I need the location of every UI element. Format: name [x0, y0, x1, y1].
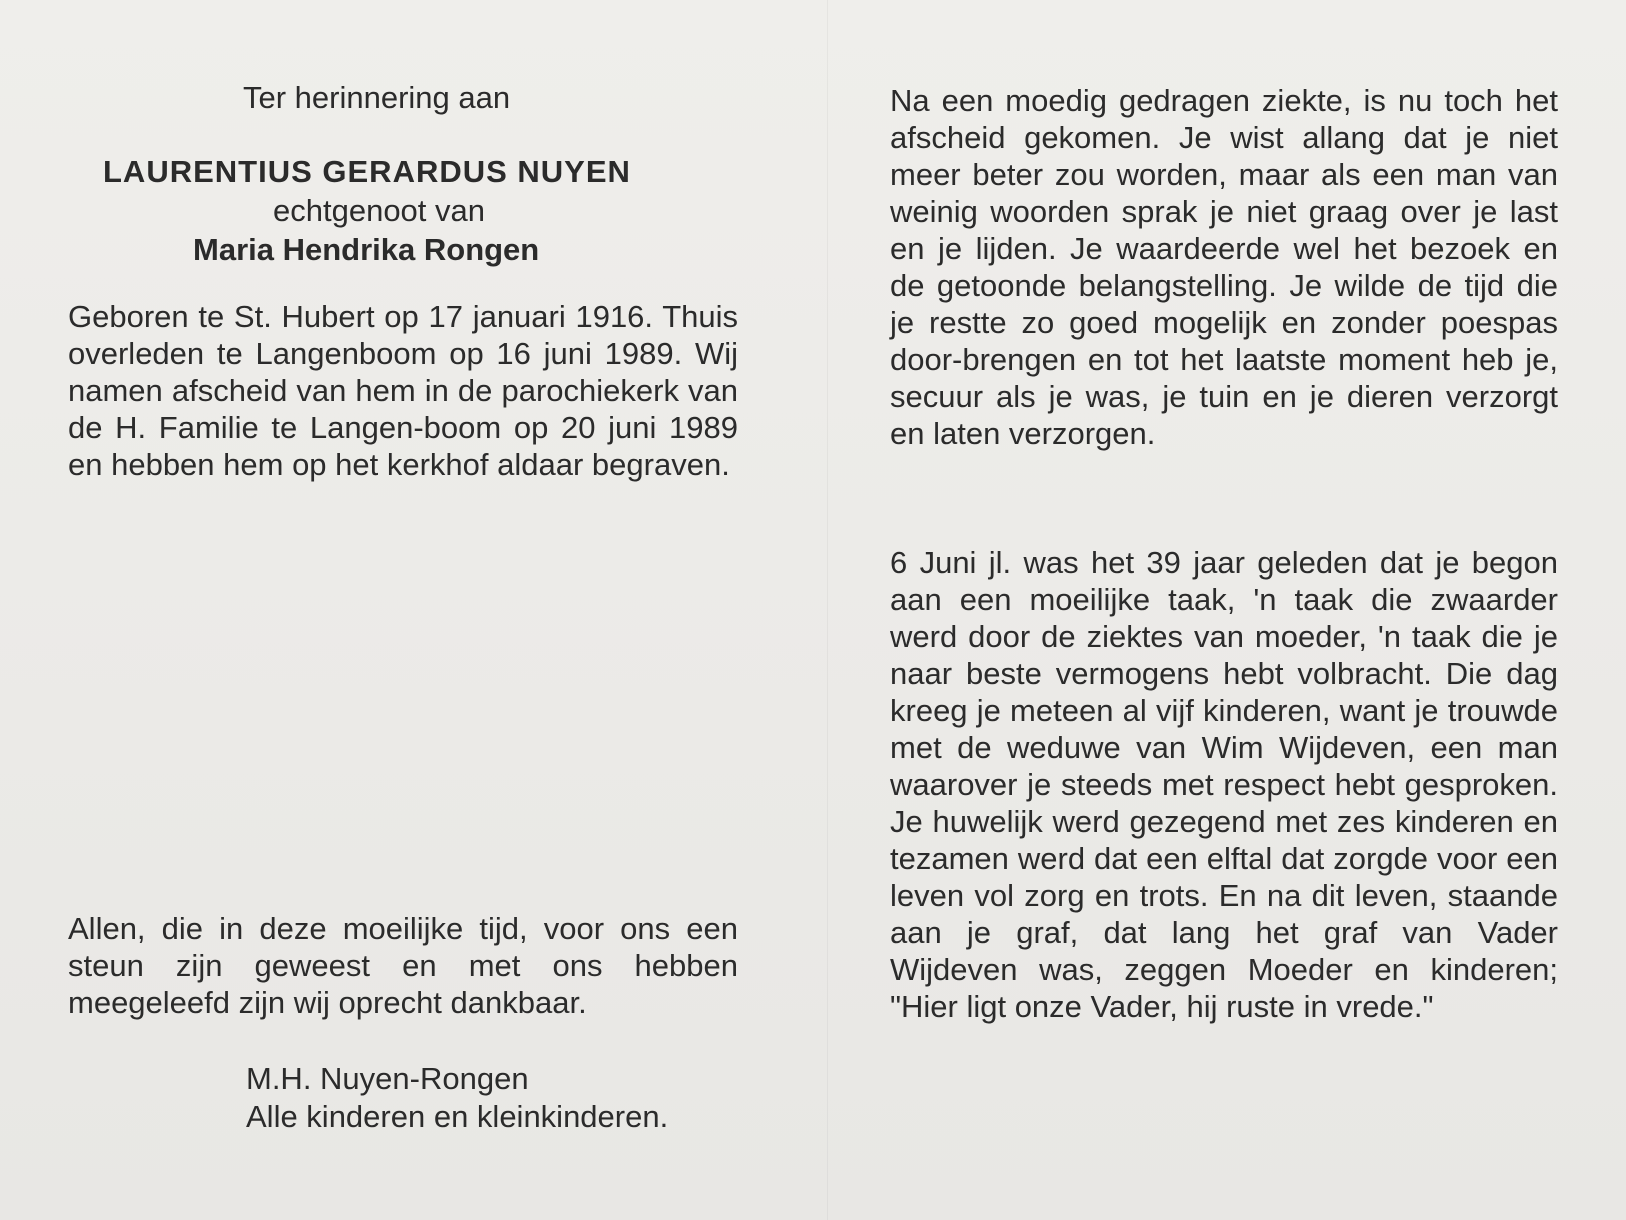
spouse-name: Maria Hendrika Rongen	[193, 232, 540, 267]
thanks-text: Allen, die in deze moeilijke tijd, voor ons een steun zijn geweest en met ons hebben meegeleefd zijn wij oprecht dankbaar.	[68, 911, 738, 1020]
spouse-label: echtgenoot van	[273, 193, 486, 228]
intro-text: Ter herinnering aan	[243, 80, 511, 115]
paragraph-2: 6 Juni jl. was het 39 jaar geleden dat je begon aan een moeilijke taak, 'n taak die zwaarder werd door de ziektes van moeder, 'n taak die je naar beste vermogens hebt volbracht. Die dag kreeg je meteen al vijf kinderen, want je trouwde met de weduwe van Wim Wijdeven, een man waarover je steeds met respect hebt gesproken. Je huwelijk werd gezegend met zes kinderen en tezamen werd dat een elftal dat zorgde voor een leven vol zorg en trots. En na dit leven, staande aan je graf, dat lang het graf van Vader Wijdeven was, zeggen Moeder en kinderen; "Hier ligt onze Vader, hij ruste in vrede."	[890, 545, 1558, 1024]
signature-name: M.H. Nuyen-Rongen	[246, 1061, 529, 1096]
signature-family: Alle kinderen en kleinkinderen.	[246, 1099, 669, 1134]
bio-text: Geboren te St. Hubert op 17 januari 1916. Thuis overleden te Langenboom op 16 juni 1989. Wij namen afscheid van hem in de parochiekerk van de H. Familie te Langen-boom op 20 juni 1989 en hebben hem op het kerkhof aldaar begraven.	[68, 299, 738, 482]
paragraph-1: Na een moedig gedragen ziekte, is nu toch het afscheid gekomen. Je wist allang dat je niet meer beter zou worden, maar als een man van weinig woorden sprak je niet graag over je last en je lijden. Je waardeerde wel het bezoek en de getoonde belangstelling. Je wilde de tijd die je restte zo goed mogelijk en zonder poespas door-brengen en tot het laatste moment heb je, secuur als je was, je tuin en je dieren verzorgt en laten verzorgen.	[890, 83, 1558, 451]
signature-block	[246, 1060, 668, 1136]
thanks-block	[68, 910, 738, 1021]
deceased-name: LAURENTIUS GERARDUS NUYEN	[103, 154, 631, 189]
left-panel	[68, 78, 738, 483]
card-fold	[827, 0, 828, 1220]
right-panel	[890, 82, 1558, 1025]
